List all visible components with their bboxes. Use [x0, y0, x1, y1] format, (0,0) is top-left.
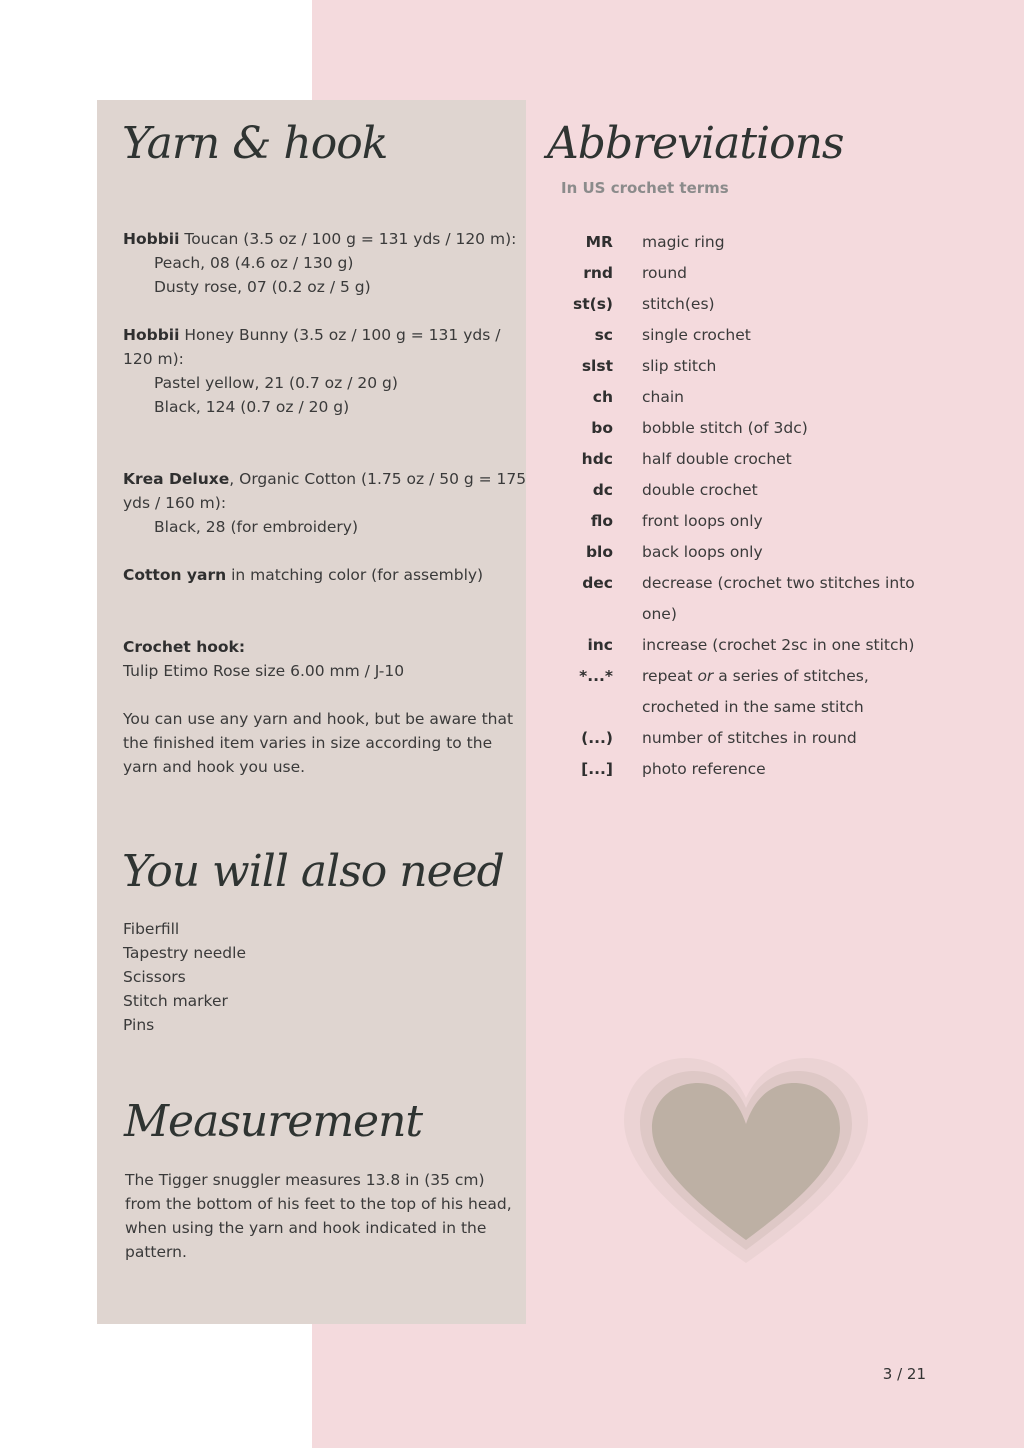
yarn2-line: [123, 323, 526, 347]
yarn1-brand: Hobbii: [123, 230, 180, 248]
abbreviations-subtitle: In US crochet terms: [561, 179, 729, 197]
yarn2-brand: Hobbii: [123, 326, 180, 344]
abbreviation-def: front loops only: [642, 512, 763, 530]
abbreviation-key: [...]: [581, 760, 613, 778]
list-item: Pins: [123, 1016, 155, 1034]
measurement-text: [125, 1168, 512, 1264]
note-line: You can use any yarn and hook, but be aware that: [123, 710, 514, 728]
abbreviation-row: [540, 289, 920, 320]
abbreviation-def: back loops only: [642, 543, 763, 561]
abbreviation-def: half double crochet: [642, 450, 792, 468]
hook-label: Crochet hook:: [123, 638, 246, 656]
abbreviation-row: [540, 754, 920, 785]
abbreviation-key: ch: [592, 388, 613, 406]
measurement-title: Measurement: [124, 1096, 423, 1147]
list-item: Tapestry needle: [123, 944, 246, 962]
abbreviation-row: [540, 413, 920, 444]
also-need-list: [123, 917, 246, 1037]
yarn1-line: [123, 227, 526, 251]
abbreviation-def: chain: [642, 388, 684, 406]
yarn3-color: Black, 28 (for embroidery): [154, 518, 358, 536]
abbreviation-key: rnd: [583, 264, 613, 282]
abbreviation-def: double crochet: [642, 481, 758, 499]
abbreviation-key: dc: [592, 481, 613, 499]
abbreviation-key: *...*: [579, 667, 613, 685]
heart-icon: [624, 1058, 868, 1264]
note-line: the finished item varies in size according to the: [123, 734, 493, 752]
abbreviation-def: magic ring: [642, 233, 725, 251]
hook-value: Tulip Etimo Rose size 6.00 mm / J-10: [123, 662, 405, 680]
abbreviation-key: st(s): [572, 295, 613, 313]
yarn1-details: Toucan (3.5 oz / 100 g = 131 yds / 120 m):: [179, 230, 517, 248]
yarn2-details: Honey Bunny (3.5 oz / 100 g = 131 yds /: [179, 326, 501, 344]
abbreviation-row: [540, 258, 920, 289]
list-item: Stitch marker: [123, 992, 228, 1010]
list-item: Fiberfill: [123, 920, 180, 938]
abbreviation-row: [540, 506, 920, 537]
abbreviations-title: Abbreviations: [547, 118, 844, 169]
abbreviation-key: dec: [582, 574, 613, 592]
also-need-title: You will also need: [122, 846, 504, 897]
yarn1-color: Peach, 08 (4.6 oz / 130 g): [154, 254, 354, 272]
abbreviation-key: blo: [585, 543, 613, 561]
abbreviations-table: [540, 227, 920, 785]
abbreviation-def: slip stitch: [642, 357, 717, 375]
abbreviation-def: [613, 661, 920, 723]
abbreviation-row: [540, 630, 920, 661]
abbreviation-def: single crochet: [642, 326, 751, 344]
abbreviation-def: photo reference: [642, 760, 766, 778]
yarn1-color: Dusty rose, 07 (0.2 oz / 5 g): [154, 278, 371, 296]
abbreviation-key: inc: [587, 636, 613, 654]
list-item: Scissors: [123, 968, 186, 986]
yarn3-line: [123, 467, 526, 491]
abbreviation-key: bo: [591, 419, 613, 437]
abbreviation-key: (...): [581, 729, 613, 747]
page-number: 3 / 21: [882, 1365, 926, 1383]
abbreviation-key: sc: [594, 326, 613, 344]
yarn2-color: Pastel yellow, 21 (0.7 oz / 20 g): [154, 374, 398, 392]
abbreviation-def-part: a series of stitches, crocheted in the same stitch: [642, 667, 869, 716]
yarn2-color: Black, 124 (0.7 oz / 20 g): [154, 398, 350, 416]
abbreviation-row: [540, 227, 920, 258]
abbreviation-def-part: repeat: [642, 667, 698, 685]
yarn2-details-cont: 120 m):: [123, 350, 184, 368]
abbreviation-key: MR: [585, 233, 613, 251]
abbreviation-row: [540, 723, 920, 754]
measurement-line: from the bottom of his feet to the top of his head,: [125, 1195, 512, 1213]
abbreviation-def: bobble stitch (of 3dc): [642, 419, 808, 437]
yarn3-brand: Krea Deluxe: [123, 470, 230, 488]
abbreviation-key: hdc: [581, 450, 613, 468]
yarn-list: [123, 227, 526, 779]
measurement-line: pattern.: [125, 1243, 187, 1261]
abbreviation-def-emphasis: or: [697, 667, 714, 685]
cotton-text: in matching color (for assembly): [226, 566, 484, 584]
abbreviation-def: increase (crochet 2sc in one stitch): [642, 636, 915, 654]
abbreviation-def: stitch(es): [642, 295, 715, 313]
cotton-line: [123, 563, 526, 587]
abbreviation-row: [540, 475, 920, 506]
measurement-line: The Tigger snuggler measures 13.8 in (35 cm): [125, 1171, 485, 1189]
abbreviation-row: [540, 568, 920, 630]
cotton-label: Cotton yarn: [123, 566, 227, 584]
abbreviation-row: [540, 444, 920, 475]
abbreviation-row: [540, 351, 920, 382]
abbreviation-row: [540, 382, 920, 413]
yarn3-details-cont: yds / 160 m):: [123, 494, 227, 512]
abbreviation-row: [540, 537, 920, 568]
abbreviation-def: round: [642, 264, 688, 282]
abbreviation-key: flo: [590, 512, 613, 530]
measurement-line: when using the yarn and hook indicated in the: [125, 1219, 487, 1237]
abbreviation-def: decrease (crochet two stitches into one): [642, 574, 915, 623]
abbreviation-key: slst: [581, 357, 613, 375]
abbreviation-def: number of stitches in round: [642, 729, 857, 747]
yarn3-details: , Organic Cotton (1.75 oz / 50 g = 175: [229, 470, 527, 488]
abbreviation-row: [540, 320, 920, 351]
abbreviation-row: [540, 661, 920, 723]
note-line: yarn and hook you use.: [123, 758, 306, 776]
yarn-hook-title: Yarn & hook: [122, 118, 388, 169]
